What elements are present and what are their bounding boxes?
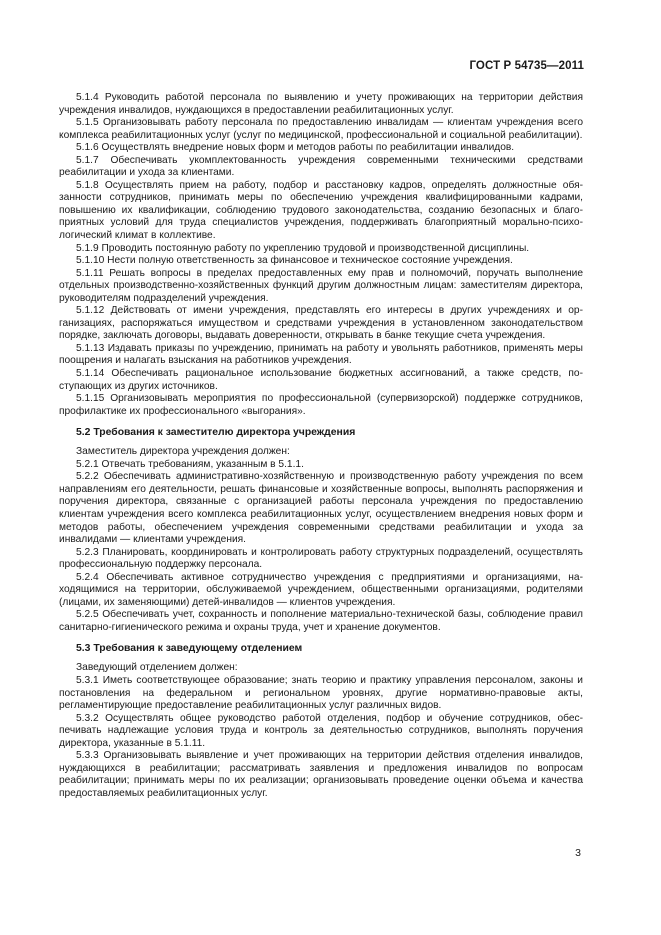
paragraph-5-3-1: 5.3.1 Иметь соответствующее образование; знать теорию и практику управления персоналом, законы и постановления на федеральном и региональном уровнях, другие нормативно-правовые акты, регламентирующие предоставление реабилитационных услуг различных видов.: [59, 674, 583, 712]
paragraph-5-1-11: 5.1.11 Решать вопросы в пределах предоставленных ему прав и полномочий, поручать выполнение отдельных производственно-хозяйственных функций другим должностным лицам: заместителям директора, руководителям подразделений учреждения.: [59, 267, 583, 304]
paragraph-5-1-12: 5.1.12 Действовать от имени учреждения, представлять его интересы в других учреждениях и организациях, распоряжаться имуществом и средствами учреждения в установленном законодательством порядке, заключать договоры, выдавать доверенности, открывать в банке текущие счета учреждения.: [59, 305, 583, 342]
paragraph-5-1-10: 5.1.10 Нести полную ответственность за финансовое и техническое состояние учреждения.: [76, 255, 513, 267]
page-number: 3: [575, 847, 581, 859]
paragraph-5-2-2: 5.2.2 Обеспечивать административно-хозяйственную и производственную работу учреждения по всем направлениям его деятельности, решать финансовые и хозяйственные вопросы, выполнять распоряжения и поручения директора, связанные с организацией работы персонала учреждения по предоставлению клиентам учреждения всего комплекса реабилитационных услуг, осуществлением внедрения новых форм и методов работы, обеспечением учреждения современными средствами реабилитации и ухода за инвалидами — клиентами учреждения.: [59, 471, 583, 546]
section-heading-5-2: 5.2 Требования к заместителю директора учреждения: [76, 427, 356, 439]
paragraph-5-3-3: 5.3.3 Организовывать выявление и учет проживающих на территории действия отделения инвалидов, нуждающихся в реабилитации; рассматривать заявления и предложения инвалидов по вопросам реабилитации; принимать меры по их реализации; организовывать проведение оценки объема и качества предоставляемых реабилитационных услуг.: [59, 750, 583, 799]
paragraph-5-2-1: 5.2.1 Отвечать требованиям, указанным в 5.1.1.: [76, 458, 304, 470]
paragraph-5-1-9: 5.1.9 Проводить постоянную работу по укреплению трудовой и производственной дисциплины.: [76, 242, 530, 254]
paragraph-5-2-4: 5.2.4 Обеспечивать активное сотрудничество учреждения с предприятиями и организациями, находящимися на территории, обслуживаемой учреждением, общественными организациями, родителями (лицами, их заменяющими) детей-инвалидов — клиентов учреждения.: [59, 571, 583, 608]
paragraph-5-1-15: 5.1.15 Организовывать мероприятия по профессиональной (супервизорской) поддержке сотрудников, профилактике их профессионального «выгорания».: [59, 393, 583, 417]
standard-number: ГОСТ Р 54735—2011: [469, 60, 584, 72]
paragraph-5-3-2: 5.3.2 Осуществлять общее руководство работой отделения, подбор и обучение сотрудников, обеспечивать надлежащие условия труда и контроль за деятельностью сотрудников, выполнять поручения директора, указанные в 5.1.11.: [59, 712, 583, 749]
paragraph-5-1-4: 5.1.4 Руководить работой персонала по выявлению и учету проживающих на территории действия учреждения инвалидов, нуждающихся в предоставлении реабилитационных услуг.: [59, 92, 583, 116]
paragraph-5-3-intro: Заведующий отделением должен:: [76, 662, 238, 674]
section-heading-5-3: 5.3 Требования к заведующему отделением: [76, 643, 303, 655]
paragraph-5-2-intro: Заместитель директора учреждения должен:: [76, 446, 290, 458]
paragraph-5-2-3: 5.2.3 Планировать, координировать и контролировать работу структурных подразделений, осуществлять профессиональную поддержку персонала.: [59, 546, 583, 571]
paragraph-5-2-5: 5.2.5 Обеспечивать учет, сохранность и пополнение материально-технической базы, соблюдение правил санитарно-гигиенического режима и охраны труда, учет и хранение документов.: [59, 609, 583, 633]
paragraph-5-1-6: 5.1.6 Осуществлять внедрение новых форм и методов работы по реабилитации инвалидов.: [76, 142, 515, 154]
paragraph-5-1-5: 5.1.5 Организовывать работу персонала по предоставлению инвалидам — клиентам учреждения всего комплекса реабилитационных услуг (услуг по медицинской, профессиональной и социальной реабилитации).: [59, 117, 583, 141]
paragraph-5-1-7: 5.1.7 Обеспечивать укомплектованность учреждения современными техническими средствами реабилитации и ухода за клиентами.: [59, 154, 583, 179]
paragraph-5-1-13: 5.1.13 Издавать приказы по учреждению, принимать на работу и увольнять работников, применять меры поощрения и налагать взыскания на работников учреждения.: [59, 342, 583, 367]
paragraph-5-1-14: 5.1.14 Обеспечивать рациональное использование бюджетных ассигнований, а также средств, поступающих из других источников.: [59, 368, 583, 392]
paragraph-5-1-8: 5.1.8 Осуществлять прием на работу, подбор и расстановку кадров, определять должностные обязанности сотрудников, принимать меры по обеспечению учреждения квалифицированными кадрами, повышению их квалификации, соблюдению трудового законодательства, созданию безопасных и благоприятных условий для труда специалистов учреждения, поддерживать благоприятный морально-психологический климат в коллективе.: [59, 179, 583, 242]
document-body: [59, 92, 583, 800]
